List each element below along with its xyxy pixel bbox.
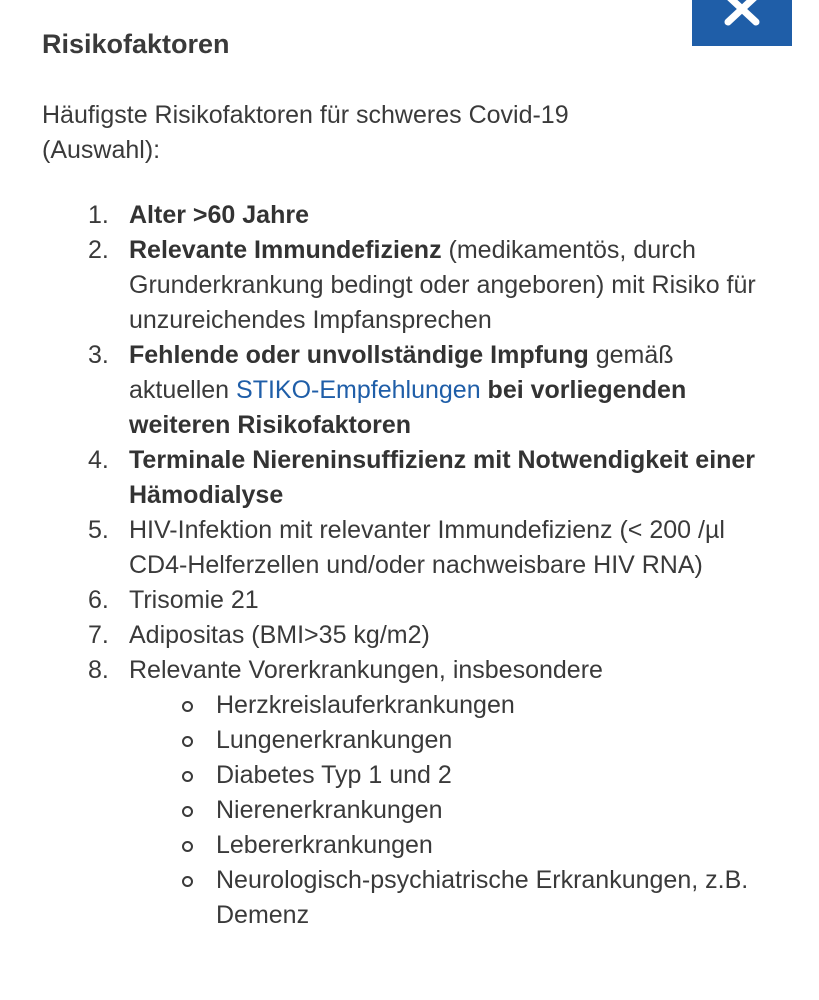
list-item xyxy=(0,583,819,618)
list-number: 3. xyxy=(88,341,109,369)
sub-item-text: Diabetes Typ 1 und 2 xyxy=(216,761,452,789)
list-item xyxy=(0,443,819,513)
sub-item-text: Lebererkrankungen xyxy=(216,831,433,859)
list-item xyxy=(0,513,819,583)
item-bold-text: Alter >60 Jahre xyxy=(129,201,309,229)
circle-bullet-icon xyxy=(182,771,193,782)
sub-item-text: Herzkreislauferkrankungen xyxy=(216,691,515,719)
list-number: 2. xyxy=(88,236,109,264)
intro-text: Häufigste Risikofaktoren für schweres Covid-19 (Auswahl): xyxy=(42,101,569,164)
sub-item-text: Neurologisch-psychiatrische Erkrankungen, z.B. Demenz xyxy=(216,866,749,929)
sub-list-item xyxy=(129,793,779,828)
list-number: 7. xyxy=(88,621,109,649)
sub-list-item xyxy=(129,723,779,758)
item-bold-text: bei vorliegenden weiteren Risikofaktoren xyxy=(129,376,687,439)
page-title: Risikofaktoren xyxy=(42,29,230,59)
item-text: (medikamentös, durch Grunderkrankung bedingt oder angeboren) mit Risiko für unzureichendes Impfansprechen xyxy=(129,236,756,334)
sub-item-text: Lungenerkrankungen xyxy=(216,726,453,754)
stiko-link[interactable]: STIKO-Empfehlungen xyxy=(236,376,481,404)
close-button[interactable] xyxy=(692,0,792,46)
item-bold-text: Terminale Niereninsuffizienz mit Notwendigkeit einer Hämodialyse xyxy=(129,446,756,509)
item-bold-text: Relevante Immundefizienz xyxy=(129,236,442,264)
circle-bullet-icon xyxy=(182,841,193,852)
sub-list-item xyxy=(129,863,779,933)
sub-list xyxy=(129,688,779,933)
item-text: Relevante Vorerkrankungen, insbesondere xyxy=(129,656,603,684)
circle-bullet-icon xyxy=(182,736,193,747)
circle-bullet-icon xyxy=(182,806,193,817)
sub-list-item xyxy=(129,688,779,723)
list-number: 5. xyxy=(88,516,109,544)
sub-list-item xyxy=(129,758,779,793)
circle-bullet-icon xyxy=(182,876,193,887)
item-text: Trisomie 21 xyxy=(129,586,259,614)
list-number: 8. xyxy=(88,656,109,684)
list-number: 6. xyxy=(88,586,109,614)
item-text: Adipositas (BMI>35 kg/m2) xyxy=(129,621,430,649)
list-item xyxy=(0,198,819,233)
item-text: gemäß aktuellen xyxy=(129,341,674,404)
list-item xyxy=(0,618,819,653)
circle-bullet-icon xyxy=(182,701,193,712)
list-item xyxy=(0,338,819,443)
close-icon xyxy=(722,0,762,26)
sub-item-text: Nierenerkrankungen xyxy=(216,796,443,824)
list-item xyxy=(0,653,819,933)
sub-list-item xyxy=(129,828,779,863)
list-item xyxy=(0,233,819,338)
list-number: 1. xyxy=(88,201,109,229)
risk-factor-list xyxy=(0,198,819,933)
item-text: HIV-Infektion mit relevanter Immundefizienz (< 200 /µl CD4-Helferzellen und/oder nachweisbare HIV RNA) xyxy=(129,516,725,579)
list-number: 4. xyxy=(88,446,109,474)
item-bold-text: Fehlende oder unvollständige Impfung xyxy=(129,341,589,369)
